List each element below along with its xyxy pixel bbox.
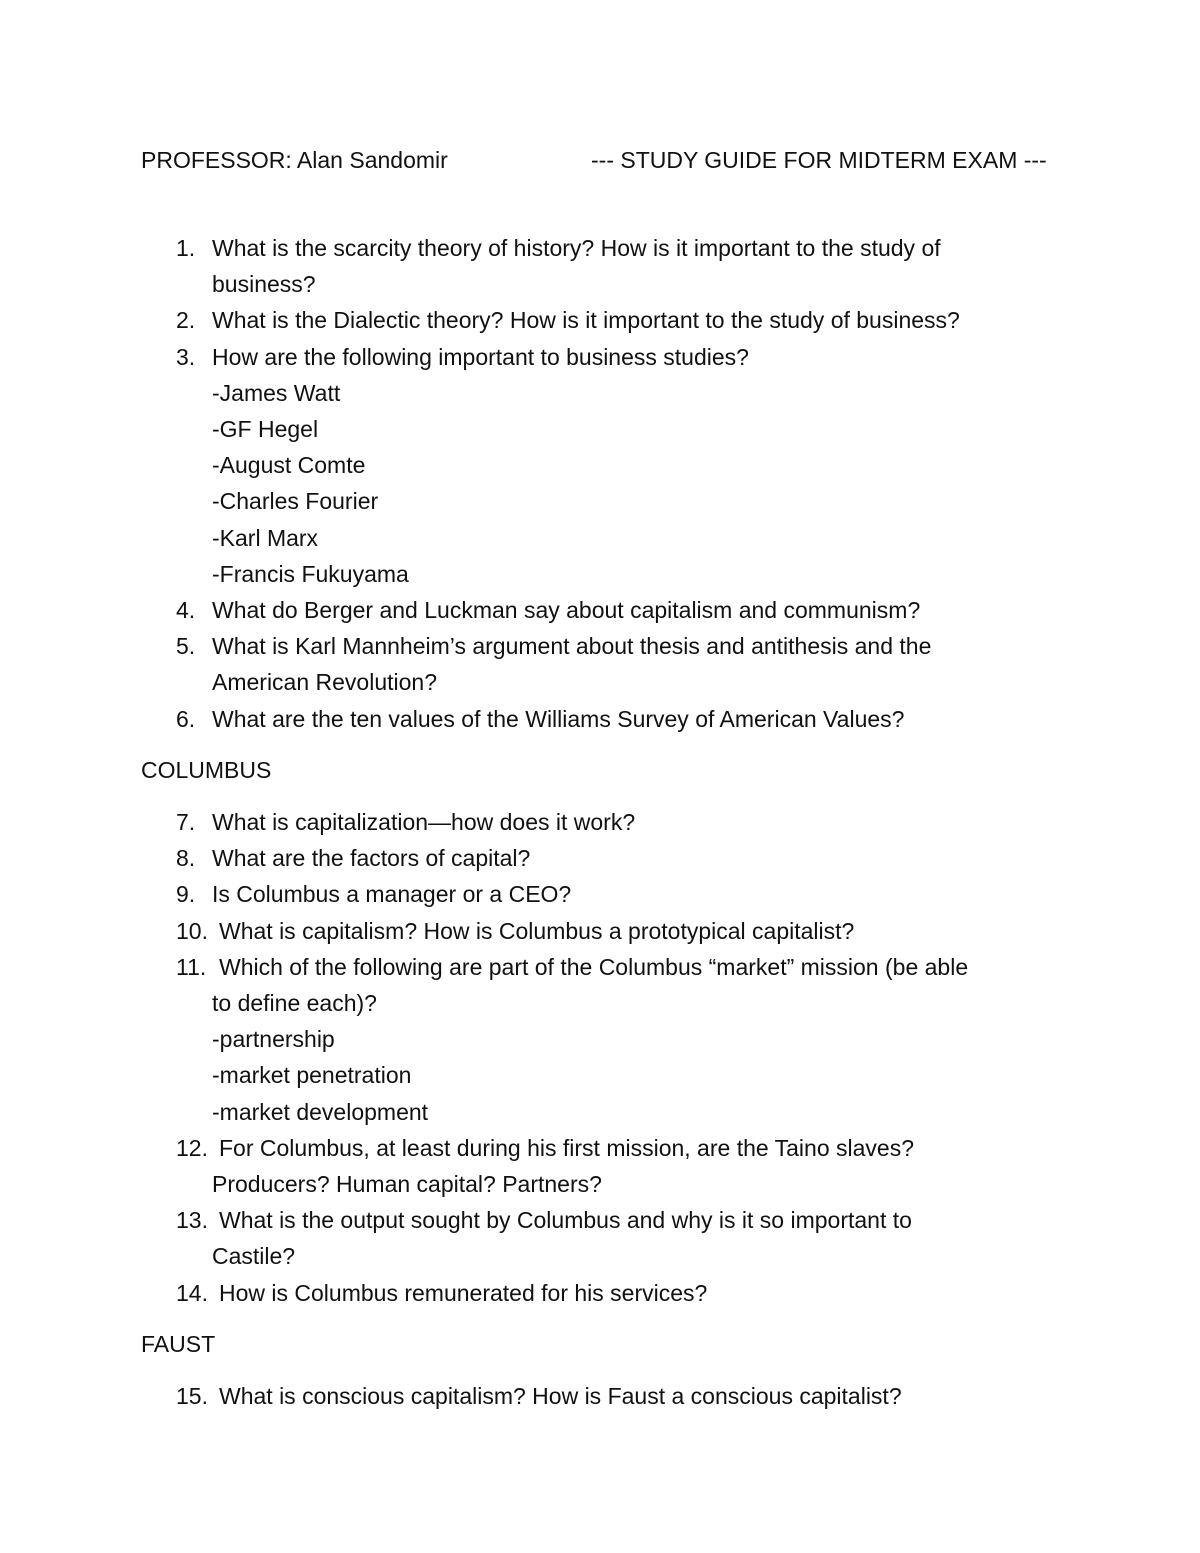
question-continuation: Castile?	[212, 1243, 296, 1270]
section-heading-faust: FAUST	[141, 1331, 216, 1357]
question-text: What are the factors of capital?	[212, 845, 531, 872]
question-number: 6.	[176, 705, 196, 732]
question-continuation: -market penetration	[212, 1062, 412, 1089]
question-number: 8.	[176, 845, 196, 872]
question-number: 4.	[176, 597, 196, 623]
question-text: What is capitalism? How is Columbus a prototypical capitalist?	[219, 917, 855, 944]
question-text: What do Berger and Luckman say about capitalism and communism?	[212, 597, 921, 623]
question-number: 10.	[176, 917, 208, 944]
question-continuation: American Revolution?	[212, 669, 438, 696]
question-continuation: business?	[212, 271, 316, 298]
question-continuation: -Charles Fourier	[212, 488, 379, 515]
question-text: What is conscious capitalism? How is Faust a conscious capitalist?	[219, 1383, 902, 1409]
question-text: What is the scarcity theory of history? How is it important to the study of	[212, 235, 941, 261]
question-number: 15.	[176, 1383, 208, 1409]
question-text: How is Columbus remunerated for his services?	[219, 1279, 708, 1306]
question-text: How are the following important to business studies?	[212, 343, 749, 370]
question-text: Is Columbus a manager or a CEO?	[212, 881, 572, 908]
question-continuation: -partnership	[212, 1026, 335, 1053]
professor-header: PROFESSOR: Alan Sandomir	[141, 147, 448, 173]
question-text: What is the output sought by Columbus and why is it so important to	[219, 1207, 912, 1234]
question-number: 1.	[176, 235, 196, 261]
question-continuation: -Francis Fukuyama	[212, 560, 409, 587]
question-continuation: Producers? Human capital? Partners?	[212, 1171, 602, 1197]
question-number: 12.	[176, 1134, 208, 1161]
question-number: 7.	[176, 809, 196, 835]
question-text: What are the ten values of the Williams Survey of American Values?	[212, 705, 905, 732]
question-text: What is capitalization—how does it work?	[212, 809, 636, 835]
question-number: 11.	[176, 953, 207, 980]
question-continuation: -August Comte	[212, 452, 366, 479]
section-heading-columbus: COLUMBUS	[141, 757, 272, 783]
question-number: 9.	[176, 881, 196, 908]
question-number: 13.	[176, 1207, 208, 1234]
question-text: What is the Dialectic theory? How is it important to the study of business?	[212, 307, 960, 334]
question-text: For Columbus, at least during his first mission, are the Taino slaves?	[219, 1134, 914, 1161]
question-number: 3.	[176, 343, 196, 370]
question-number: 14.	[176, 1279, 208, 1306]
question-text: What is Karl Mannheim’s argument about thesis and antithesis and the	[212, 633, 932, 660]
question-number: 5.	[176, 633, 196, 660]
question-continuation: -market development	[212, 1098, 429, 1125]
question-continuation: -Karl Marx	[212, 524, 319, 551]
question-number: 2.	[176, 307, 196, 334]
question-continuation: to define each)?	[212, 990, 377, 1016]
study-guide-title: --- STUDY GUIDE FOR MIDTERM EXAM ---	[591, 147, 1047, 173]
question-text: Which of the following are part of the Columbus “market” mission (be able	[219, 953, 969, 980]
question-continuation: -GF Hegel	[212, 416, 319, 442]
question-continuation: -James Watt	[212, 379, 341, 406]
